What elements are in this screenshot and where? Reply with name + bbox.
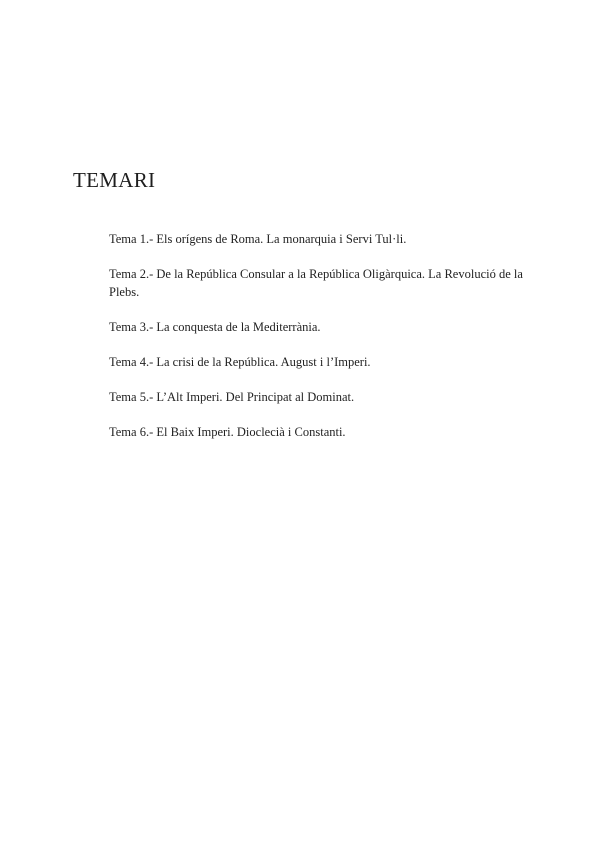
topic-item-1: Tema 1.- Els orígens de Roma. La monarquia i Servi Tul·li. (109, 232, 407, 246)
topic-item-2: Tema 2.- De la República Consular a la República Oligàrquica. La Revolució de la Plebs. (109, 267, 523, 299)
topic-item-5: Tema 5.- L’Alt Imperi. Del Principat al Dominat. (109, 390, 355, 404)
page-title: TEMARI (73, 168, 156, 192)
topic-item-3: Tema 3.- La conquesta de la Mediterrània. (109, 320, 321, 334)
topic-item-4: Tema 4.- La crisi de la República. August i l’Imperi. (109, 355, 371, 369)
topic-item-6: Tema 6.- El Baix Imperi. Dioclecià i Constanti. (109, 425, 346, 439)
topic-list (109, 230, 534, 458)
